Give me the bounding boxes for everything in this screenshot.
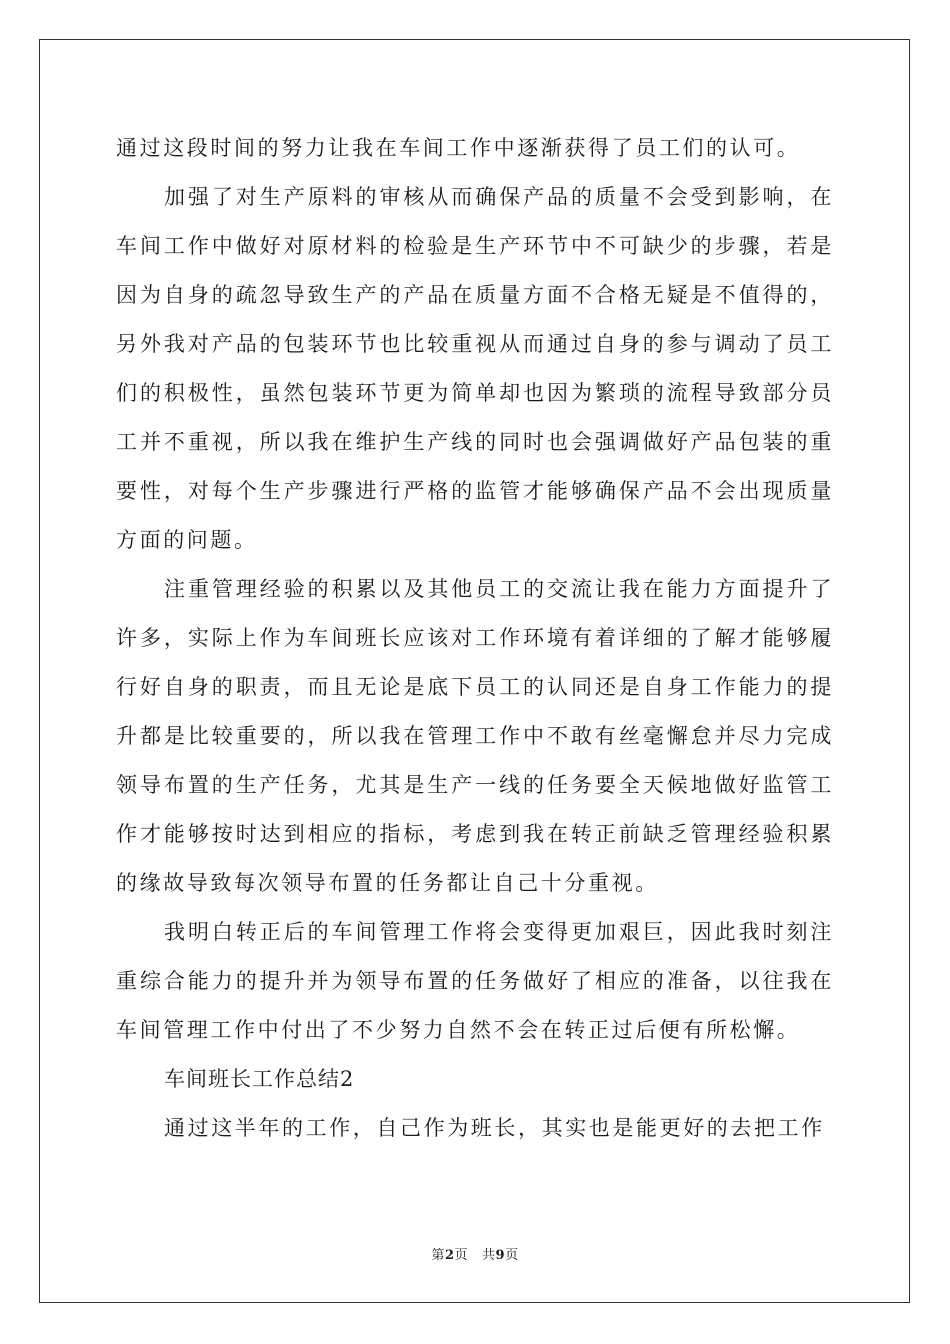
current-page-number: 2 (444, 1248, 455, 1263)
page-footer (0, 1247, 950, 1265)
section-heading: 车间班长工作总结2 (164, 1067, 355, 1091)
total-page-number: 9 (495, 1248, 506, 1263)
page-prefix: 第 (431, 1248, 445, 1263)
total-prefix: 共 (482, 1248, 496, 1263)
paragraph-management-experience: 注重管理经验的积累以及其他员工的交流让我在能力方面提升了许多，实际上作为车间班长应该对工作环境有着详细的了解才能够履行好自身的职责，而且无论是底下员工的认同还是自身工作能力的提升都是比较重要的，所以我在管理工作中不敢有丝毫懈怠并尽力完成领导布置的生产任务，尤其是生产一线的任务要全天候地做好监管工作才能够按时达到相应的指标，考虑到我在转正前缺乏管理经验积累的缘故导致每次领导布置的任务都让自己十分重视。 (116, 577, 834, 895)
total-suffix: 页 (505, 1248, 519, 1263)
paragraph-after-confirmation: 我明白转正后的车间管理工作将会变得更加艰巨，因此我时刻注重综合能力的提升并为领导布置的任务做好了相应的准备，以往我在车间管理工作中付出了不少努力自然不会在转正过后便有所松懈。 (116, 920, 834, 1042)
document-body (116, 124, 834, 1153)
paragraph-continuation: 通过这段时间的努力让我在车间工作中逐渐获得了员工们的认可。 (116, 136, 801, 160)
paragraph-raw-material-review: 加强了对生产原料的审核从而确保产品的质量不会受到影响，在车间工作中做好对原材料的检验是生产环节中不可缺少的步骤，若是因为自身的疏忽导致生产的产品在质量方面不合格无疑是不值得的，另外我对产品的包装环节也比较重视从而通过自身的参与调动了员工们的积极性，虽然包装环节更为简单却也因为繁琐的流程导致部分员工并不重视，所以我在维护生产线的同时也会强调做好产品包装的重要性，对每个生产步骤进行严格的监管才能够确保产品不会出现质量方面的问题。 (116, 185, 834, 552)
page-suffix: 页 (454, 1248, 468, 1263)
paragraph-half-year-work: 通过这半年的工作，自己作为班长，其实也是能更好的去把工作 (164, 1116, 825, 1140)
